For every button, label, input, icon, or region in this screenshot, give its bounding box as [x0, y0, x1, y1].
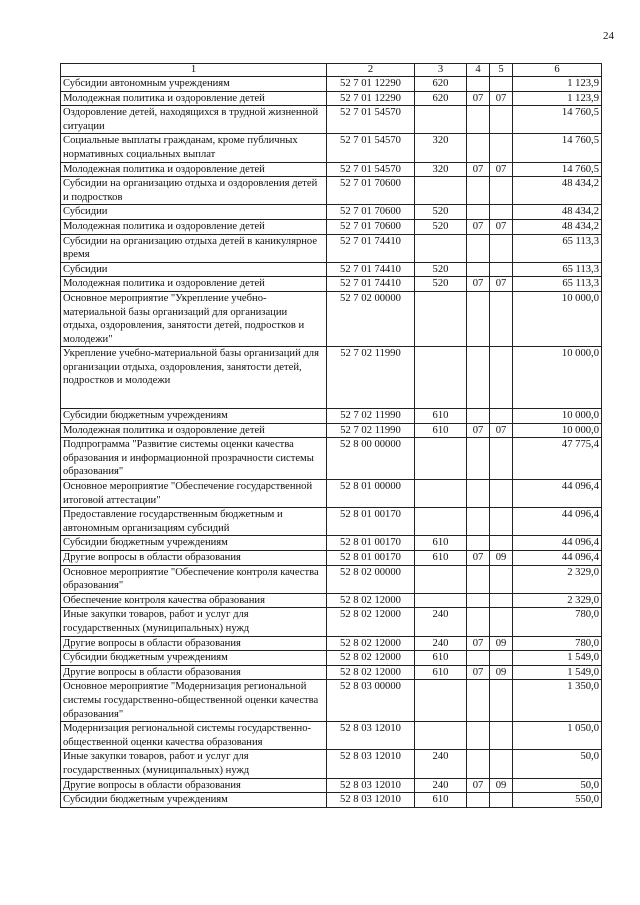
row-name: Другие вопросы в области образования	[61, 551, 327, 566]
row-code: 52 7 01 74410	[327, 262, 415, 277]
row-subsection	[490, 438, 513, 480]
row-sum: 14 760,5	[513, 162, 602, 177]
row-section	[467, 205, 490, 220]
row-code: 52 7 01 74410	[327, 277, 415, 292]
table-row	[61, 262, 602, 277]
row-section	[467, 722, 490, 750]
row-code: 52 8 02 00000	[327, 565, 415, 593]
row-section	[467, 565, 490, 593]
row-expense-type	[415, 347, 467, 409]
row-sum: 65 113,3	[513, 277, 602, 292]
row-name: Другие вопросы в области образования	[61, 636, 327, 651]
table-row	[61, 234, 602, 262]
row-code: 52 8 02 12000	[327, 651, 415, 666]
row-code: 52 7 01 74410	[327, 234, 415, 262]
row-section	[467, 234, 490, 262]
row-sum: 550,0	[513, 793, 602, 808]
row-sum: 10 000,0	[513, 347, 602, 409]
row-section	[467, 438, 490, 480]
row-expense-type: 240	[415, 608, 467, 636]
row-subsection: 07	[490, 277, 513, 292]
table-row	[61, 722, 602, 750]
row-subsection: 07	[490, 91, 513, 106]
row-expense-type: 610	[415, 536, 467, 551]
table-row	[61, 347, 602, 409]
row-name: Основное мероприятие "Обеспечение контроля качества образования"	[61, 565, 327, 593]
row-sum: 780,0	[513, 636, 602, 651]
row-sum: 1 123,9	[513, 91, 602, 106]
table-row	[61, 651, 602, 666]
row-name: Субсидии бюджетным учреждениям	[61, 409, 327, 424]
row-subsection	[490, 508, 513, 536]
row-section	[467, 106, 490, 134]
header-col-5: 5	[490, 64, 513, 77]
table-row	[61, 219, 602, 234]
row-section	[467, 134, 490, 162]
row-code: 52 7 01 70600	[327, 219, 415, 234]
table-row	[61, 636, 602, 651]
row-expense-type: 610	[415, 651, 467, 666]
row-section: 07	[467, 219, 490, 234]
row-code: 52 7 01 54570	[327, 106, 415, 134]
row-sum: 50,0	[513, 778, 602, 793]
header-col-6: 6	[513, 64, 602, 77]
row-section	[467, 593, 490, 608]
row-expense-type: 610	[415, 793, 467, 808]
row-expense-type: 610	[415, 423, 467, 438]
row-section	[467, 409, 490, 424]
row-section: 07	[467, 162, 490, 177]
row-name: Субсидии на организацию отдыха и оздоровления детей и подростков	[61, 177, 327, 205]
row-expense-type: 610	[415, 665, 467, 680]
row-section	[467, 608, 490, 636]
row-code: 52 8 03 12010	[327, 793, 415, 808]
row-name: Молодежная политика и оздоровление детей	[61, 219, 327, 234]
row-subsection	[490, 134, 513, 162]
row-section	[467, 480, 490, 508]
row-name: Укрепление учебно-материальной базы организаций для организации отдыха, оздоровления, занятости детей, подростков и молодежи	[61, 347, 327, 409]
table-row	[61, 277, 602, 292]
row-name: Молодежная политика и оздоровление детей	[61, 423, 327, 438]
row-expense-type	[415, 291, 467, 346]
row-sum: 50,0	[513, 750, 602, 778]
row-subsection	[490, 722, 513, 750]
table-row	[61, 409, 602, 424]
row-subsection	[490, 608, 513, 636]
row-subsection	[490, 409, 513, 424]
table-row	[61, 793, 602, 808]
row-name: Субсидии бюджетным учреждениям	[61, 651, 327, 666]
row-code: 52 8 01 00170	[327, 536, 415, 551]
row-section	[467, 291, 490, 346]
page-number: 24	[603, 30, 614, 42]
row-subsection	[490, 291, 513, 346]
row-section	[467, 77, 490, 92]
row-code: 52 8 03 12010	[327, 750, 415, 778]
row-name: Оздоровление детей, находящихся в трудной жизненной ситуации	[61, 106, 327, 134]
row-sum: 48 434,2	[513, 177, 602, 205]
row-sum: 14 760,5	[513, 134, 602, 162]
row-sum: 1 549,0	[513, 651, 602, 666]
table-row	[61, 508, 602, 536]
table-row	[61, 91, 602, 106]
row-subsection	[490, 593, 513, 608]
row-code: 52 7 01 70600	[327, 177, 415, 205]
row-subsection	[490, 480, 513, 508]
row-expense-type: 620	[415, 91, 467, 106]
row-expense-type	[415, 234, 467, 262]
row-code: 52 8 02 12000	[327, 593, 415, 608]
row-section: 07	[467, 423, 490, 438]
row-subsection	[490, 680, 513, 722]
row-expense-type	[415, 106, 467, 134]
table-row	[61, 291, 602, 346]
row-expense-type	[415, 680, 467, 722]
row-sum: 10 000,0	[513, 423, 602, 438]
table-row	[61, 536, 602, 551]
row-name: Социальные выплаты гражданам, кроме публичных нормативных социальных выплат	[61, 134, 327, 162]
row-subsection: 09	[490, 665, 513, 680]
row-subsection	[490, 77, 513, 92]
row-code: 52 8 02 12000	[327, 608, 415, 636]
row-code: 52 7 01 54570	[327, 134, 415, 162]
row-name: Субсидии	[61, 262, 327, 277]
row-sum: 47 775,4	[513, 438, 602, 480]
row-subsection: 07	[490, 423, 513, 438]
row-sum: 2 329,0	[513, 565, 602, 593]
row-section	[467, 347, 490, 409]
row-expense-type: 240	[415, 778, 467, 793]
row-code: 52 8 01 00170	[327, 551, 415, 566]
row-code: 52 8 03 12010	[327, 778, 415, 793]
row-subsection	[490, 177, 513, 205]
table-row	[61, 551, 602, 566]
row-name: Предоставление государственным бюджетным и автономным организациям субсидий	[61, 508, 327, 536]
row-name: Молодежная политика и оздоровление детей	[61, 91, 327, 106]
table-row	[61, 608, 602, 636]
row-name: Другие вопросы в области образования	[61, 665, 327, 680]
row-code: 52 8 02 12000	[327, 665, 415, 680]
row-section: 07	[467, 665, 490, 680]
row-expense-type: 610	[415, 409, 467, 424]
row-sum: 1 050,0	[513, 722, 602, 750]
row-code: 52 8 00 00000	[327, 438, 415, 480]
table-row	[61, 750, 602, 778]
row-sum: 2 329,0	[513, 593, 602, 608]
row-expense-type	[415, 438, 467, 480]
row-expense-type	[415, 508, 467, 536]
table-row	[61, 593, 602, 608]
row-code: 52 7 01 54570	[327, 162, 415, 177]
row-subsection	[490, 536, 513, 551]
row-code: 52 8 03 00000	[327, 680, 415, 722]
table-row	[61, 665, 602, 680]
table-row	[61, 205, 602, 220]
row-name: Основное мероприятие "Обеспечение государственной итоговой аттестации"	[61, 480, 327, 508]
row-expense-type	[415, 722, 467, 750]
row-name: Молодежная политика и оздоровление детей	[61, 162, 327, 177]
row-code: 52 7 01 12290	[327, 91, 415, 106]
row-section: 07	[467, 91, 490, 106]
row-section	[467, 793, 490, 808]
row-sum: 65 113,3	[513, 262, 602, 277]
row-name: Субсидии	[61, 205, 327, 220]
row-code: 52 7 02 11990	[327, 423, 415, 438]
row-subsection: 07	[490, 162, 513, 177]
row-expense-type	[415, 480, 467, 508]
row-sum: 10 000,0	[513, 291, 602, 346]
row-subsection	[490, 347, 513, 409]
row-sum: 10 000,0	[513, 409, 602, 424]
row-name: Иные закупки товаров, работ и услуг для государственных (муниципальных) нужд	[61, 750, 327, 778]
table-row	[61, 77, 602, 92]
row-section	[467, 508, 490, 536]
row-code: 52 7 01 12290	[327, 77, 415, 92]
row-sum: 48 434,2	[513, 205, 602, 220]
table-row	[61, 162, 602, 177]
row-code: 52 7 02 00000	[327, 291, 415, 346]
row-section	[467, 651, 490, 666]
row-section	[467, 680, 490, 722]
row-sum: 48 434,2	[513, 219, 602, 234]
table-row	[61, 438, 602, 480]
row-subsection	[490, 234, 513, 262]
row-name: Модернизация региональной системы государственно-общественной оценки качества образования	[61, 722, 327, 750]
table-row	[61, 565, 602, 593]
row-subsection: 09	[490, 778, 513, 793]
table-body	[61, 77, 602, 808]
row-code: 52 7 02 11990	[327, 409, 415, 424]
row-section	[467, 750, 490, 778]
row-subsection: 09	[490, 636, 513, 651]
table-header	[61, 64, 602, 77]
table-row	[61, 423, 602, 438]
table-row	[61, 106, 602, 134]
row-expense-type: 620	[415, 77, 467, 92]
row-name: Субсидии бюджетным учреждениям	[61, 793, 327, 808]
row-sum: 1 123,9	[513, 77, 602, 92]
row-name: Иные закупки товаров, работ и услуг для государственных (муниципальных) нужд	[61, 608, 327, 636]
row-code: 52 7 02 11990	[327, 347, 415, 409]
row-name: Подпрограмма "Развитие системы оценки качества образования и информационной прозрачности системы образования"	[61, 438, 327, 480]
row-expense-type: 320	[415, 162, 467, 177]
row-subsection	[490, 106, 513, 134]
header-col-1: 1	[61, 64, 327, 77]
row-section: 07	[467, 551, 490, 566]
row-name: Другие вопросы в области образования	[61, 778, 327, 793]
row-sum: 44 096,4	[513, 508, 602, 536]
row-section	[467, 177, 490, 205]
row-subsection	[490, 750, 513, 778]
row-name: Субсидии на организацию отдыха детей в каникулярное время	[61, 234, 327, 262]
row-code: 52 8 01 00170	[327, 508, 415, 536]
row-code: 52 8 01 00000	[327, 480, 415, 508]
row-expense-type: 520	[415, 277, 467, 292]
row-expense-type	[415, 565, 467, 593]
row-sum: 780,0	[513, 608, 602, 636]
header-col-4: 4	[467, 64, 490, 77]
row-sum: 44 096,4	[513, 480, 602, 508]
table-row	[61, 778, 602, 793]
row-expense-type: 520	[415, 219, 467, 234]
row-section: 07	[467, 277, 490, 292]
row-subsection	[490, 262, 513, 277]
table-row	[61, 177, 602, 205]
row-expense-type: 240	[415, 636, 467, 651]
row-sum: 1 549,0	[513, 665, 602, 680]
row-code: 52 8 02 12000	[327, 636, 415, 651]
row-expense-type: 320	[415, 134, 467, 162]
header-col-3: 3	[415, 64, 467, 77]
row-subsection	[490, 565, 513, 593]
budget-table	[60, 63, 602, 808]
table-row	[61, 680, 602, 722]
row-section	[467, 536, 490, 551]
header-col-2: 2	[327, 64, 415, 77]
row-name: Основное мероприятие "Модернизация региональной системы государственно-общественной оценки качества образования"	[61, 680, 327, 722]
row-expense-type	[415, 177, 467, 205]
row-sum: 44 096,4	[513, 551, 602, 566]
row-expense-type	[415, 593, 467, 608]
row-expense-type: 240	[415, 750, 467, 778]
row-name: Субсидии автономным учреждениям	[61, 77, 327, 92]
row-code: 52 7 01 70600	[327, 205, 415, 220]
row-sum: 65 113,3	[513, 234, 602, 262]
row-subsection	[490, 205, 513, 220]
row-subsection: 07	[490, 219, 513, 234]
row-section	[467, 262, 490, 277]
row-expense-type: 610	[415, 551, 467, 566]
table-row	[61, 134, 602, 162]
row-subsection	[490, 793, 513, 808]
row-name: Обеспечение контроля качества образования	[61, 593, 327, 608]
table-row	[61, 480, 602, 508]
row-subsection: 09	[490, 551, 513, 566]
row-name: Субсидии бюджетным учреждениям	[61, 536, 327, 551]
row-sum: 14 760,5	[513, 106, 602, 134]
row-expense-type: 520	[415, 205, 467, 220]
row-sum: 1 350,0	[513, 680, 602, 722]
header-row	[61, 64, 602, 77]
row-code: 52 8 03 12010	[327, 722, 415, 750]
row-subsection	[490, 651, 513, 666]
row-sum: 44 096,4	[513, 536, 602, 551]
row-name: Основное мероприятие "Укрепление учебно-материальной базы организаций для организации отдыха, оздоровления, занятости детей, подростков и молодежи"	[61, 291, 327, 346]
row-expense-type: 520	[415, 262, 467, 277]
row-section: 07	[467, 636, 490, 651]
row-section: 07	[467, 778, 490, 793]
row-name: Молодежная политика и оздоровление детей	[61, 277, 327, 292]
